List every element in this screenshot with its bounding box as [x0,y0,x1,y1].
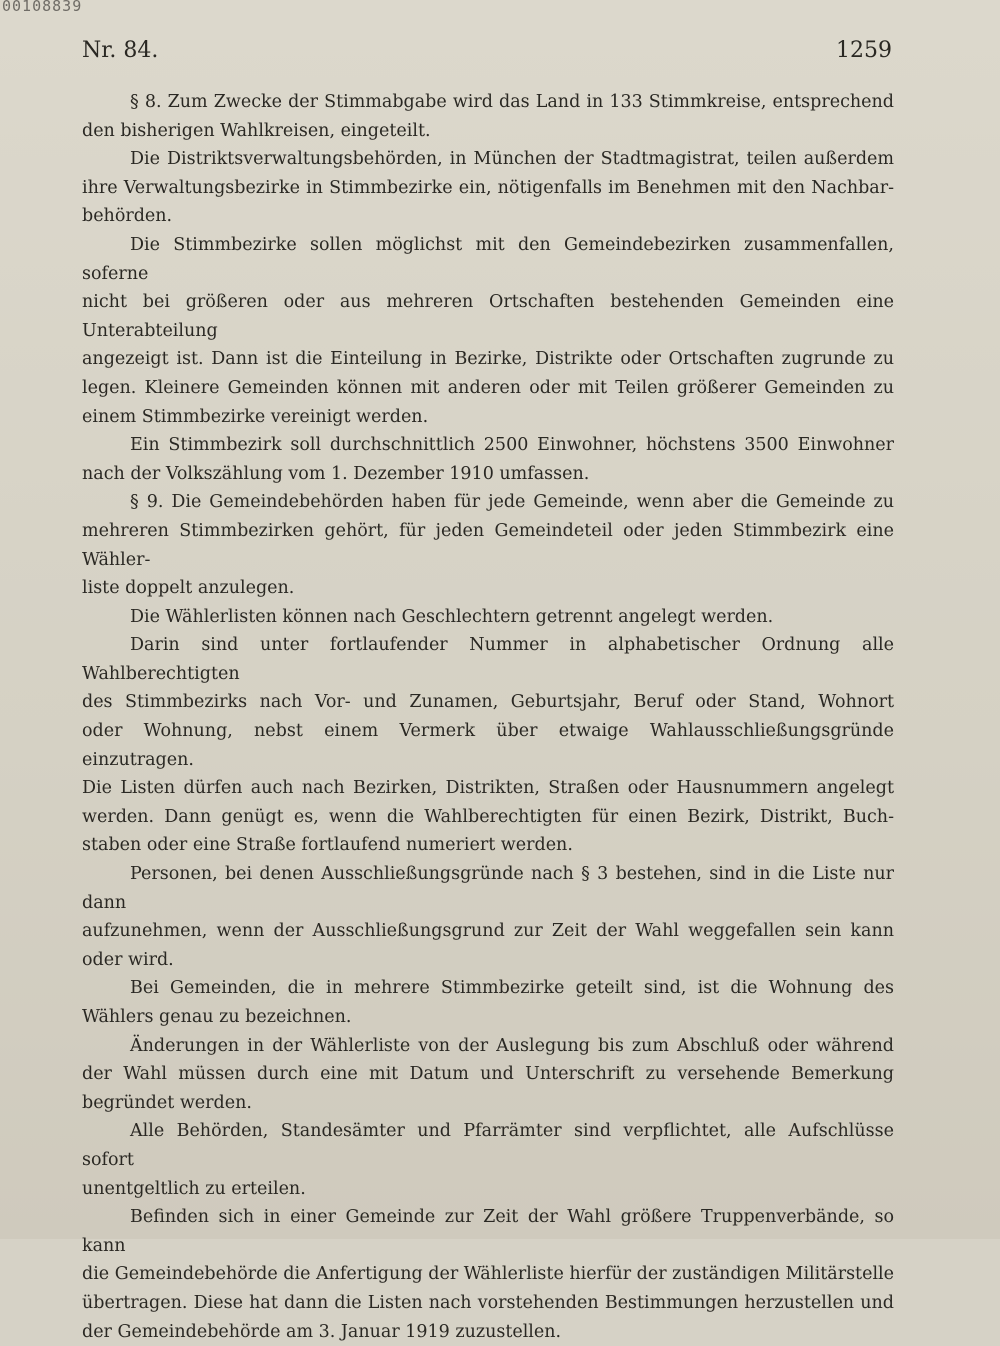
text-line: Die Listen dürfen auch nach Bezirken, Distrikten, Straßen oder Hausnummern angelegt [82,778,894,799]
paragraph [82,231,894,431]
text-line: übertragen. Diese hat dann die Listen nach vorstehenden Bestimmungen herzustellen und [82,1292,894,1313]
text-line: begründet werden. [82,1092,252,1113]
paragraph [82,145,894,231]
paragraph [82,974,894,1031]
page-header [82,38,892,68]
text-line: werden. Dann genügt es, wenn die Wahlberechtigten für einen Bezirk, Distrikt, Buch- [82,806,894,827]
text-line: Personen, bei denen Ausschließungsgründe nach § 3 bestehen, sind in die Liste nur dann [82,864,894,913]
text-line: § 9. Die Gemeindebehörden haben für jede Gemeinde, wenn aber die Gemeinde zu [130,492,894,513]
text-line: Die Wählerlisten können nach Geschlechtern getrennt angelegt werden. [130,606,774,627]
text-line: aufzunehmen, wenn der Ausschließungsgrund zur Zeit der Wahl weggefallen sein kann [82,921,894,942]
text-line: § 8. Zum Zwecke der Stimmabgabe wird das Land in 133 Stimmkreise, entsprechend [130,92,894,112]
archive-stamp: 00108839 [2,0,83,15]
text-line: nach der Volkszählung vom 1. Dezember 1910 umfassen. [82,463,590,484]
text-line: Die Stimmbezirke sollen möglichst mit den Gemeindebezirken zusammenfallen, soferne [82,234,894,284]
text-line: oder Wohnung, nebst einem Vermerk über etwaige Wahlausschließungsgründe einzutragen. [82,721,894,770]
text-line: Ein Stimmbezirk soll durchschnittlich 2500 Einwohner, höchstens 3500 Einwohner [130,435,894,456]
text-line: Alle Behörden, Standesämter und Pfarrämter sind verpflichtet, alle Aufschlüsse sofort [82,1121,894,1170]
text-line: den bisherigen Wahlkreisen, eingeteilt. [82,120,431,141]
text-line: unentgeltlich zu erteilen. [82,1178,306,1199]
text-line: liste doppelt anzulegen. [82,578,295,599]
paragraph [82,1032,894,1118]
text-line: oder wird. [82,949,174,970]
paragraph [82,860,894,974]
text-line: die Gemeindebehörde die Anfertigung der Wählerliste hierfür der zuständigen Militärstelle [82,1264,894,1285]
text-line: Wählers genau zu bezeichnen. [82,1007,352,1027]
text-line: Änderungen in der Wählerliste von der Auslegung bis zum Abschluß oder während [130,1035,894,1056]
paragraph [82,88,894,145]
text-line: Bei Gemeinden, die in mehrere Stimmbezirke geteilt sind, ist die Wohnung des [130,978,894,999]
text-line: der Gemeindebehörde am 3. Januar 1919 zuzustellen. [82,1321,562,1342]
text-line: der Wahl müssen durch eine mit Datum und Unterschrift zu versehende Bemerkung [82,1064,894,1085]
paragraph [82,488,894,602]
text-line: nicht bei größeren oder aus mehreren Ortschaften bestehenden Gemeinden eine Unterabteilung [82,292,894,341]
paragraph [82,431,894,488]
text-line: Befinden sich in einer Gemeinde zur Zeit der Wahl größere Truppenverbände, so kann [82,1207,894,1256]
text-line: angezeigt ist. Dann ist die Einteilung in Bezirke, Distrikte oder Ortschaften zugrunde zu [82,349,894,370]
text-line: Darin sind unter fortlaufender Nummer in alphabetischer Ordnung alle Wahlberechtigten [82,635,894,684]
text-line: behörden. [82,206,173,227]
issue-number: Nr. 84. [82,38,159,63]
paragraph [82,1117,894,1203]
paragraph [82,1203,894,1346]
text-line: des Stimmbezirks nach Vor- und Zunamen, Geburtsjahr, Beruf oder Stand, Wohnort [82,692,894,713]
text-line: ihre Verwaltungsbezirke in Stimmbezirke ein, nötigenfalls im Benehmen mit den Nachbar- [82,177,894,198]
document-body [82,88,894,1346]
text-line: mehreren Stimmbezirken gehört, für jeden Gemeindeteil oder jeden Stimmbezirk eine Wähler- [82,520,894,570]
text-line: einem Stimmbezirke vereinigt werden. [82,406,429,427]
text-line: Die Distriktsverwaltungsbehörden, in München der Stadtmagistrat, teilen außerdem [130,149,894,170]
paragraph [82,603,894,632]
page-number: 1259 [836,38,892,63]
text-line: staben oder eine Straße fortlaufend numeriert werden. [82,835,573,856]
text-line: legen. Kleinere Gemeinden können mit anderen oder mit Teilen größerer Gemeinden zu [82,377,894,398]
paragraph [82,631,894,860]
